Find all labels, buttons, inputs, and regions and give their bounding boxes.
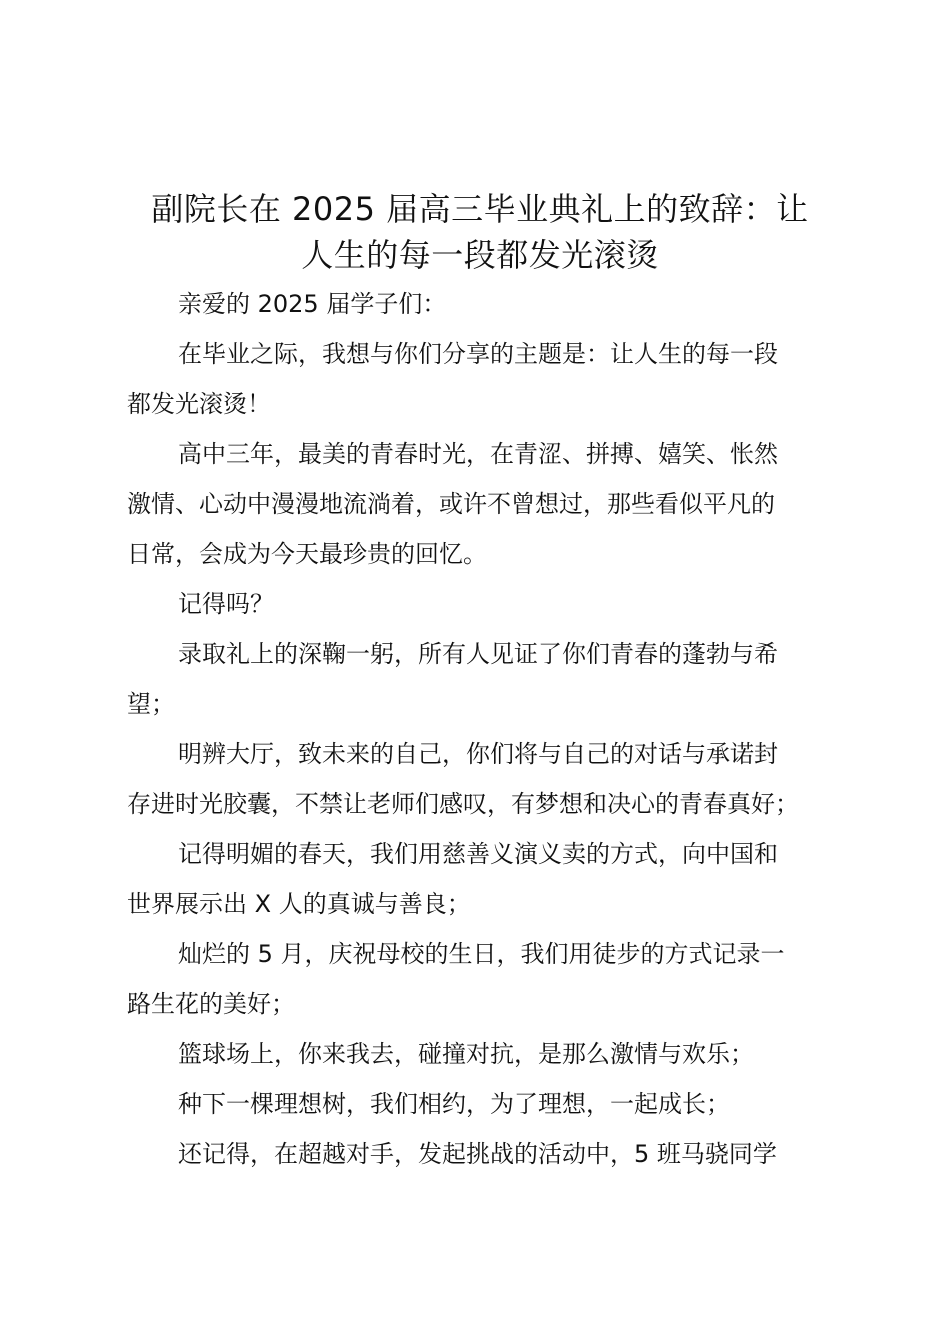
- title-line-1: 副院长在 2025 届高三毕业典礼上的致辞：让: [151, 190, 809, 228]
- title-line-2: 人生的每一段都发光滚烫: [301, 236, 659, 274]
- paragraph-line: 都发光滚烫！: [127, 390, 271, 418]
- paragraph-line: 篮球场上，你来我去，碰撞对抗，是那么激情与欢乐；: [178, 1040, 754, 1068]
- paragraph-line: 种下一棵理想树，我们相约，为了理想，一起成长；: [178, 1090, 730, 1118]
- paragraph-line: 望；: [127, 690, 175, 718]
- paragraph-line: 存进时光胶囊，不禁让老师们感叹，有梦想和决心的青春真好；: [127, 790, 799, 818]
- salutation: 亲爱的 2025 届学子们：: [178, 290, 447, 318]
- paragraph-line: 路生花的美好；: [127, 990, 295, 1018]
- paragraph-line: 在毕业之际，我想与你们分享的主题是：让人生的每一段: [178, 340, 778, 368]
- paragraph-line: 还记得，在超越对手，发起挑战的活动中，5 班马骁同学: [178, 1140, 777, 1168]
- document-title: [118, 186, 842, 278]
- paragraph-line: 高中三年，最美的青春时光，在青涩、拼搏、嬉笑、怅然: [178, 440, 778, 468]
- paragraph-line: 世界展示出 X 人的真诚与善良；: [127, 890, 471, 918]
- paragraph-line: 录取礼上的深鞠一躬，所有人见证了你们青春的蓬勃与希: [178, 640, 778, 668]
- paragraph-line: 明辨大厅，致未来的自己，你们将与自己的对话与承诺封: [178, 740, 778, 768]
- paragraph-line: 灿烂的 5 月，庆祝母校的生日，我们用徒步的方式记录一: [178, 940, 785, 968]
- paragraph-line: 激情、心动中漫漫地流淌着，或许不曾想过，那些看似平凡的: [127, 490, 775, 518]
- paragraph-line: 记得吗？: [178, 590, 274, 618]
- paragraph-line: 记得明媚的春天，我们用慈善义演义卖的方式，向中国和: [178, 840, 778, 868]
- paragraph-line: 日常，会成为今天最珍贵的回忆。: [127, 540, 487, 568]
